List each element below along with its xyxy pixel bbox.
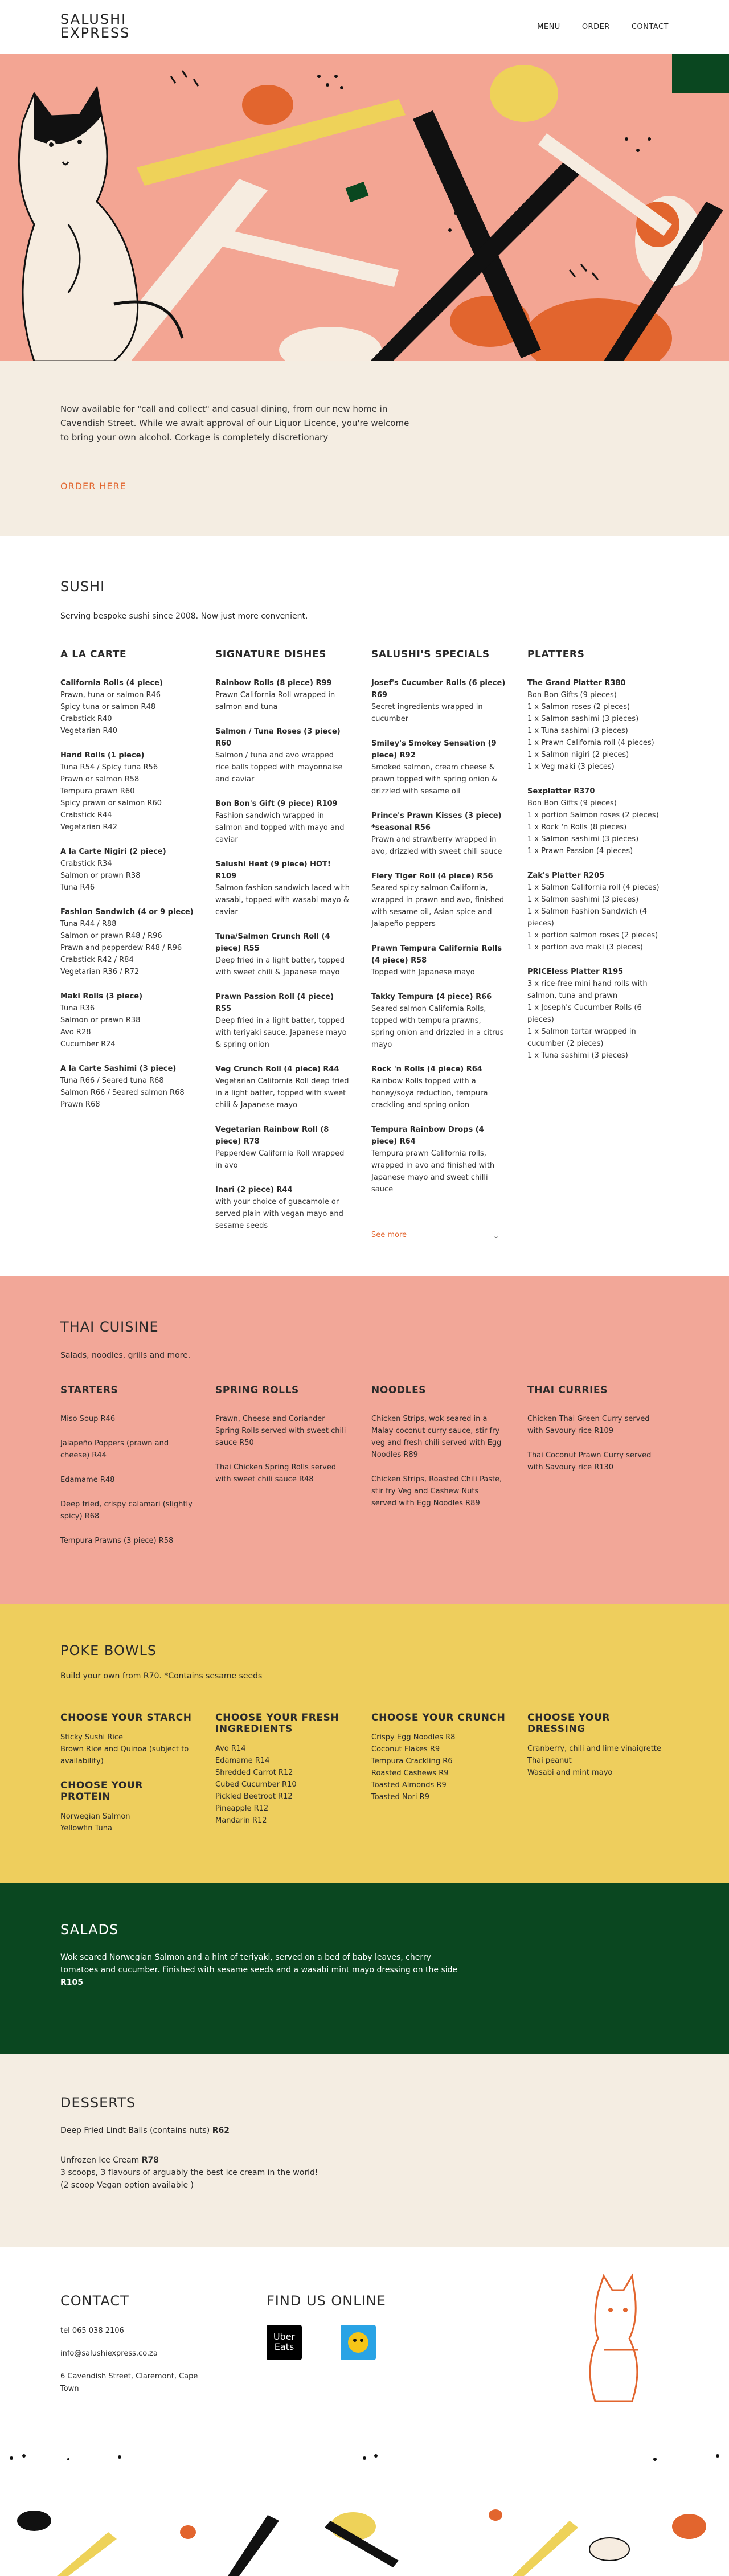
- column-title: SPRING ROLLS: [215, 1385, 299, 1396]
- menu-item: [215, 726, 350, 785]
- find-online-title: FIND US ONLINE: [267, 2293, 386, 2309]
- section-title: SALADS: [60, 1922, 119, 1938]
- item-name: Fiery Tiger Roll (4 piece) R56: [371, 872, 493, 880]
- contact-address: 6 Cavendish Street, Claremont, Cape Town: [60, 2372, 198, 2393]
- footer-illustration: [0, 2418, 729, 2576]
- column-title: A LA CARTE: [60, 649, 127, 660]
- chevron-down-icon[interactable]: ⌄: [493, 1232, 499, 1240]
- menu-column: [60, 649, 195, 1123]
- column-title: CHOOSE YOUR DRESSING: [527, 1712, 611, 1735]
- menu-item: [371, 1063, 506, 1111]
- menu-item: [527, 677, 662, 773]
- section-title: SUSHI: [60, 579, 105, 595]
- item-desc: Tempura prawn California rolls, wrapped in avo and finished with Japanese mayo and sweet chilli sauce: [371, 1149, 495, 1194]
- column-title: CHOOSE YOUR STARCH: [60, 1712, 192, 1723]
- item-name: Prince's Prawn Kisses (3 piece) *seasonal R56: [371, 812, 502, 832]
- item-name: Maki Rolls (3 piece): [60, 992, 143, 1001]
- item-desc: Rainbow Rolls topped with a honey/soya reduction, tempura crackling and spring onion: [371, 1077, 488, 1109]
- dessert-desc: 3 scoops, 3 flavours of arguably the best ice cream in the world!: [60, 2168, 318, 2177]
- mrd-delivery-icon[interactable]: [341, 2325, 376, 2360]
- section-title: THAI CUISINE: [60, 1319, 159, 1335]
- desserts-section: [0, 2054, 729, 2247]
- dessert-name: Deep Fried Lindt Balls (contains nuts): [60, 2126, 210, 2135]
- item-name: Prawn Tempura California Rolls (4 piece) R58: [371, 944, 502, 965]
- logo-line-1: SALUSHI: [60, 11, 127, 27]
- menu-column: [371, 649, 506, 1208]
- column-title: CHOOSE YOUR CRUNCH: [371, 1712, 506, 1723]
- item-desc: Seared salmon California Rolls, topped with tempura prawns, spring onion and drizzled in a citrus mayo: [371, 1005, 504, 1049]
- column-title: PLATTERS: [527, 649, 585, 660]
- item-desc: 1 x Salmon California roll (4 pieces) 1 x Salmon sashimi (3 pieces) 1 x Salmon Fashion Sandwich (4 pieces) 1 x portion salmon roses (2 pieces) 1 x portion avo maki (3 pieces): [527, 883, 660, 952]
- see-more-link[interactable]: See more: [371, 1231, 407, 1239]
- menu-column: [60, 1712, 195, 1847]
- column-title: CHOOSE YOUR FRESH INGREDIENTS: [215, 1712, 339, 1735]
- menu-item: [215, 1124, 350, 1172]
- salad-price: R105: [60, 1978, 84, 1987]
- salad-description: [60, 1951, 470, 1989]
- item-desc: Fashion sandwich wrapped in salmon and topped with mayo and caviar: [215, 812, 345, 844]
- column-title: SIGNATURE DISHES: [215, 649, 326, 660]
- item-name: Rock 'n Rolls (4 piece) R64: [371, 1065, 482, 1074]
- menu-item: [215, 858, 350, 918]
- dessert-price: R62: [212, 2126, 230, 2135]
- menu-item: [60, 990, 195, 1050]
- section-title: POKE BOWLS: [60, 1643, 157, 1658]
- item-desc: 3 x rice-free mini hand rolls with salmon, tuna and prawn 1 x Joseph's Cucumber Rolls (6 pieces) 1 x Salmon tartar wrapped in cucumber (2 pieces) 1 x Tuna sashimi (3 pieces): [527, 980, 648, 1060]
- thai-section: [0, 1276, 729, 1604]
- section-lead: Build your own from R70. *Contains sesame seeds: [60, 1672, 263, 1681]
- item-name: PRICEless Platter R195: [527, 968, 624, 976]
- section-lead: Salads, noodles, grills and more.: [60, 1351, 191, 1360]
- column-title: CHOOSE YOUR PROTEIN: [60, 1780, 144, 1803]
- hero-illustration: [0, 54, 729, 361]
- menu-item: Miso Soup R46: [60, 1415, 116, 1423]
- item-name: A la Carte Nigiri (2 piece): [60, 847, 166, 856]
- menu-item: [215, 931, 350, 978]
- menu-item: [527, 785, 662, 857]
- menu-column: [215, 1385, 350, 1498]
- item-desc: Topped with Japanese mayo: [371, 968, 475, 977]
- item-name: Smiley's Smokey Sensation (9 piece) R92: [371, 739, 497, 760]
- item-desc: Salmon fashion sandwich laced with wasabi, topped with wasabi mayo & caviar: [215, 884, 350, 916]
- item-desc: Deep fried in a light batter, topped with teriyaki sauce, Japanese mayo & spring onion: [215, 1017, 347, 1049]
- column-items: Cranberry, chili and lime vinaigrette Thai peanut Wasabi and mint mayo: [527, 1744, 661, 1777]
- menu-item: [371, 677, 506, 725]
- logo-line-2: EXPRESS: [60, 25, 130, 41]
- salad-text: Wok seared Norwegian Salmon and a hint of teriyaki, served on a bed of baby leaves, cherry tomatoes and cucumber. Finished with sesame seeds and a wasabi mint mayo dressing on the side: [60, 1953, 458, 1975]
- menu-item: [215, 1063, 350, 1111]
- item-name: Josef's Cucumber Rolls (6 piece) R69: [371, 679, 506, 699]
- menu-column: [215, 1712, 350, 1839]
- menu-column: [527, 1385, 662, 1486]
- item-desc: Tuna R36 Salmon or prawn R38 Avo R28 Cucumber R24: [60, 1004, 141, 1049]
- dessert-name: Unfrozen Ice Cream: [60, 2156, 140, 2165]
- contact-tel[interactable]: tel 065 038 2106: [60, 2327, 124, 2335]
- column-title: STARTERS: [60, 1385, 118, 1396]
- intro-section: [0, 361, 729, 536]
- column-title: SALUSHI'S SPECIALS: [371, 649, 490, 660]
- nav-menu[interactable]: MENU: [537, 23, 560, 31]
- item-desc: Prawn California Roll wrapped in salmon and tuna: [215, 691, 335, 711]
- cat-pattern-art: [0, 54, 729, 361]
- item-desc: Tuna R66 / Seared tuna R68 Salmon R66 / Seared salmon R68 Prawn R68: [60, 1076, 185, 1109]
- dessert-item-1: [60, 2124, 230, 2137]
- site-header: [0, 0, 729, 54]
- item-desc: Crabstick R34 Salmon or prawn R38 Tuna R46: [60, 859, 141, 892]
- item-name: California Rolls (4 piece): [60, 679, 163, 687]
- item-name: Zak's Platter R205: [527, 871, 605, 880]
- item-name: Prawn Passion Roll (4 piece) R55: [215, 993, 334, 1013]
- menu-item: [371, 810, 506, 858]
- item-desc: Deep fried in a light batter, topped with sweet chili & Japanese mayo: [215, 956, 345, 977]
- item-name: A la Carte Sashimi (3 piece): [60, 1064, 177, 1073]
- item-name: The Grand Platter R380: [527, 679, 626, 687]
- menu-item: Chicken Strips, wok seared in a Malay coconut curry sauce, stir fry veg and fresh chili served with Egg Noodles R89: [371, 1415, 502, 1459]
- menu-column: [527, 1712, 662, 1791]
- menu-item: Prawn, Cheese and Coriander Spring Rolls served with sweet chili sauce R50: [215, 1415, 346, 1447]
- menu-item: [371, 991, 506, 1051]
- ubereats-button[interactable]: [267, 2325, 302, 2360]
- section-title: DESSERTS: [60, 2095, 136, 2111]
- intro-text: Now available for "call and collect" and casual dining, from our new home in Cavendish Street. While we await approval of our Liquor Licence, you're welcome to bring your own alcohol. Corkage is completely discretionary: [60, 404, 409, 443]
- salads-section: [0, 1883, 729, 2054]
- footer-pattern-art: [0, 2418, 729, 2576]
- menu-item: Deep fried, crispy calamari (slightly spicy) R68: [60, 1500, 193, 1521]
- menu-item: [371, 1124, 506, 1195]
- contact-section: [0, 2247, 729, 2418]
- main-nav: [537, 23, 669, 31]
- menu-item: [371, 738, 506, 797]
- contact-title: CONTACT: [60, 2293, 129, 2309]
- menu-column: [371, 1712, 506, 1816]
- menu-item: [215, 798, 350, 846]
- column-items: Avo R14 Edamame R14 Shredded Carrot R12 Cubed Cucumber R10 Pickled Beetroot R12 Pineapple R12 Mandarin R12: [215, 1744, 297, 1825]
- item-name: Sexplatter R370: [527, 787, 595, 796]
- column-title: NOODLES: [371, 1385, 427, 1396]
- menu-item: Edamame R48: [60, 1476, 115, 1484]
- menu-item: [60, 906, 195, 978]
- item-desc: Prawn, tuna or salmon R46 Spicy tuna or salmon R48 Crabstick R40 Vegetarian R40: [60, 691, 161, 735]
- menu-item: Thai Chicken Spring Rolls served with sweet chili sauce R48: [215, 1463, 337, 1484]
- dessert-note: (2 scoop Vegan option available ): [60, 2181, 194, 2190]
- item-name: Salmon / Tuna Roses (3 piece) R60: [215, 727, 341, 748]
- column-items: Crispy Egg Noodles R8 Coconut Flakes R9 Tempura Crackling R6 Roasted Cashews R9 Toasted Almonds R9 Toasted Nori R9: [371, 1733, 456, 1801]
- item-name: Salushi Heat (9 piece) HOT! R109: [215, 860, 331, 880]
- menu-item: [215, 1184, 350, 1232]
- item-desc: Bon Bon Gifts (9 pieces) 1 x portion Salmon roses (2 pieces) 1 x Rock 'n Rolls (8 pieces) 1 x Salmon sashimi (3 pieces) 1 x Prawn Passion (4 pieces): [527, 799, 659, 855]
- item-desc: Secret ingredients wrapped in cucumber: [371, 703, 483, 723]
- order-here-link[interactable]: ORDER HERE: [60, 481, 126, 492]
- item-desc: Pepperdew California Roll wrapped in avo: [215, 1149, 345, 1170]
- menu-item: Chicken Thai Green Curry served with Savoury rice R109: [527, 1415, 650, 1435]
- menu-column: [371, 1385, 506, 1522]
- item-desc: Smoked salmon, cream cheese & prawn topped with spring onion & drizzled with sesame oil: [371, 763, 498, 796]
- column-items: Norwegian Salmon Yellowfin Tuna: [60, 1812, 130, 1833]
- poke-section: [0, 1604, 729, 1883]
- menu-item: [60, 677, 195, 737]
- ubereats-logo-text: Uber Eats: [273, 2331, 296, 2352]
- dessert-price: R78: [141, 2156, 159, 2165]
- menu-column: [215, 649, 350, 1244]
- menu-item: [60, 846, 195, 894]
- item-name: Veg Crunch Roll (4 piece) R44: [215, 1065, 339, 1074]
- item-name: Fashion Sandwich (4 or 9 piece): [60, 908, 194, 916]
- item-desc: Tuna R44 / R88 Salmon or prawn R48 / R96 Prawn and pepperdew R48 / R96 Crabstick R42 / R84 Vegetarian R36 / R72: [60, 920, 182, 976]
- item-desc: Bon Bon Gifts (9 pieces) 1 x Salmon roses (2 pieces) 1 x Salmon sashimi (3 pieces) 1 x Tuna sashimi (3 pieces) 1 x Prawn California roll (4 pieces) 1 x Salmon nigiri (2 pieces) 1 x Veg maki (3 pieces): [527, 691, 654, 771]
- section-lead: Serving bespoke sushi since 2008. Now just more convenient.: [60, 612, 308, 621]
- item-name: Takky Tempura (4 piece) R66: [371, 993, 492, 1001]
- menu-item: Jalapeño Poppers (prawn and cheese) R44: [60, 1439, 169, 1460]
- menu-item: Thai Coconut Prawn Curry served with Savoury rice R130: [527, 1451, 652, 1472]
- item-name: Hand Rolls (1 piece): [60, 751, 145, 760]
- menu-item: [371, 870, 506, 930]
- item-desc: Tuna R54 / Spicy tuna R56 Prawn or salmon R58 Tempura prawn R60 Spicy prawn or salmon R60 Crabstick R44 Vegetarian R42: [60, 763, 162, 832]
- menu-item: [60, 1063, 195, 1111]
- item-name: Bon Bon's Gift (9 piece) R109: [215, 800, 338, 808]
- menu-item: Chicken Strips, Roasted Chili Paste, stir fry Veg and Cashew Nuts served with Egg Noodles R89: [371, 1475, 502, 1508]
- cat-waiter-illustration: [575, 2270, 649, 2407]
- menu-column: [527, 649, 662, 1074]
- menu-item: [60, 750, 195, 833]
- dessert-item-2: [60, 2154, 402, 2192]
- menu-item: Tempura Prawns (3 piece) R58: [60, 1537, 174, 1545]
- item-name: Tuna/Salmon Crunch Roll (4 piece) R55: [215, 932, 330, 953]
- menu-item: [371, 943, 506, 978]
- item-desc: Salmon / tuna and avo wrapped rice balls topped with mayonnaise and caviar: [215, 751, 343, 784]
- menu-item: [215, 677, 350, 713]
- item-name: Tempura Rainbow Drops (4 piece) R64: [371, 1125, 484, 1146]
- nav-order[interactable]: ORDER: [581, 23, 610, 31]
- item-desc: Seared spicy salmon California, wrapped in prawn and avo, finished with sesame oil, Asian spice and Jalapeño peppers: [371, 884, 505, 928]
- contact-email[interactable]: info@salushiexpress.co.za: [60, 2349, 158, 2358]
- item-desc: with your choice of guacamole or served plain with vegan mayo and sesame seeds: [215, 1198, 343, 1230]
- item-desc: Prawn and strawberry wrapped in avo, drizzled with sweet chili sauce: [371, 836, 502, 856]
- menu-item: [215, 991, 350, 1051]
- item-desc: Vegetarian California Roll deep fried in a light batter, topped with sweet chili & Japanese mayo: [215, 1077, 349, 1109]
- menu-item: [527, 966, 662, 1062]
- sushi-section: [0, 536, 729, 1276]
- item-name: Vegetarian Rainbow Roll (8 piece) R78: [215, 1125, 329, 1146]
- nav-contact[interactable]: CONTACT: [631, 23, 669, 31]
- item-name: Rainbow Rolls (8 piece) R99: [215, 679, 332, 687]
- menu-column: [60, 1385, 195, 1559]
- menu-item: [527, 870, 662, 953]
- site-logo[interactable]: [60, 13, 130, 40]
- column-title: THAI CURRIES: [527, 1385, 608, 1396]
- item-name: Inari (2 piece) R44: [215, 1186, 293, 1194]
- column-items: Sticky Sushi Rice Brown Rice and Quinoa (subject to availability): [60, 1733, 189, 1766]
